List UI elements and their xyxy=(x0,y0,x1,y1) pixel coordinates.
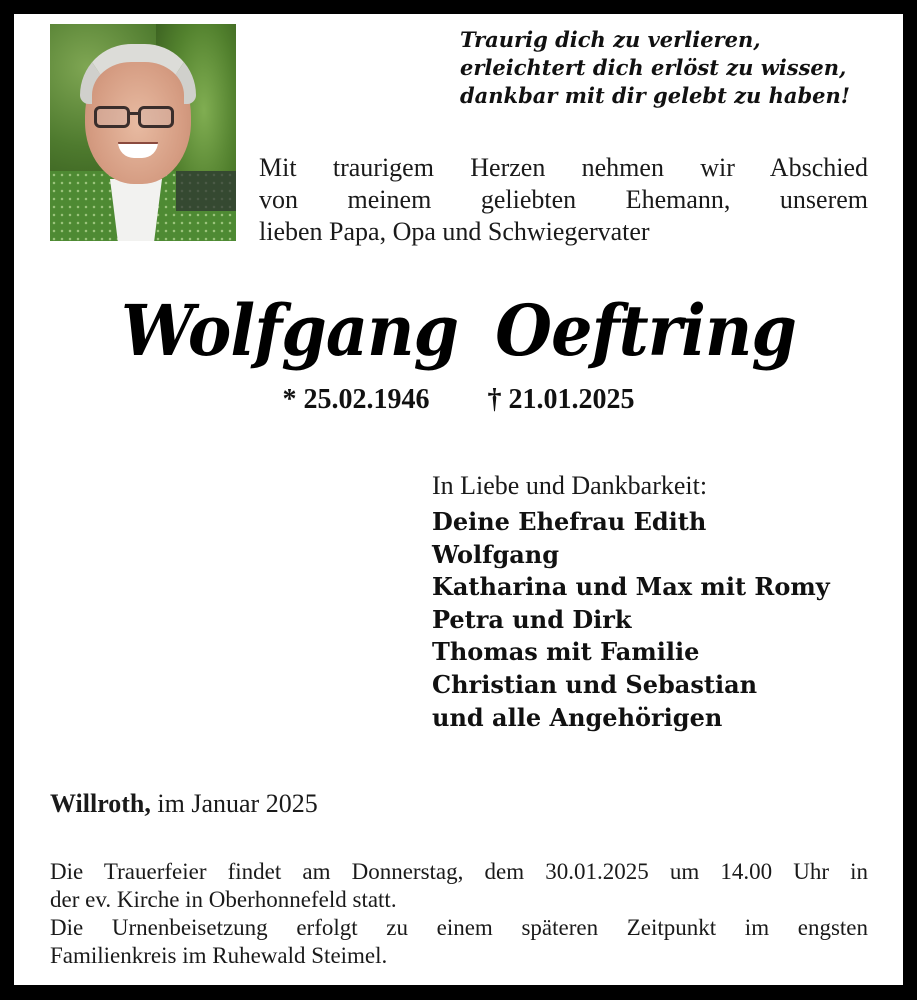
intro-line: Mit traurigem Herzen nehmen wir Abschied xyxy=(259,153,868,182)
first-name: Wolfgang xyxy=(121,289,459,372)
portrait-photo xyxy=(50,24,236,241)
ceremony-info xyxy=(50,858,868,970)
info-line: der ev. Kirche in Oberhonnefeld statt. xyxy=(50,887,397,912)
town: Willroth, xyxy=(50,789,151,818)
info-line: Familienkreis im Ruhewald Steimel. xyxy=(50,943,388,968)
mourner: Deine Ehefrau Edith xyxy=(432,507,707,536)
obituary-notice xyxy=(14,14,903,985)
mourner: Wolfgang xyxy=(432,539,560,569)
glasses-icon xyxy=(94,106,130,128)
glasses-icon xyxy=(138,106,174,128)
life-dates xyxy=(14,382,903,418)
poem-line: Traurig dich zu verlieren, xyxy=(460,27,761,52)
mourner: und alle Angehörigen xyxy=(432,702,723,732)
place-and-date xyxy=(50,788,318,820)
intro-line: lieben Papa, Opa und Schwiegervater xyxy=(259,217,650,246)
mourners-list xyxy=(432,506,830,734)
poem-line: dankbar mit dir gelebt zu haben! xyxy=(460,83,851,108)
intro-line: von meinem geliebten Ehemann, unserem xyxy=(259,185,868,214)
notice-date: im Januar 2025 xyxy=(157,789,318,818)
info-line: Die Urnenbeisetzung erfolgt zu einem späteren Zeitpunkt im engsten xyxy=(50,915,868,940)
deceased-name xyxy=(45,286,872,376)
death-date: † 21.01.2025 xyxy=(487,384,635,415)
info-line: Die Trauerfeier findet am Donnerstag, dem 30.01.2025 um 14.00 Uhr in xyxy=(50,859,868,884)
thanks-heading: In Liebe und Dankbarkeit: xyxy=(432,471,708,500)
mourner: Christian und Sebastian xyxy=(432,669,758,699)
memorial-poem xyxy=(460,26,850,110)
mourner: Katharina und Max mit Romy xyxy=(432,572,830,602)
mourner: Thomas mit Familie xyxy=(432,637,700,667)
birth-date: * 25.02.1946 xyxy=(282,384,430,415)
intro-text xyxy=(259,152,868,248)
photo-jacket xyxy=(176,171,236,211)
poem-line: erleichtert dich erlöst zu wissen, xyxy=(460,55,847,80)
last-name: Oeftring xyxy=(495,289,796,372)
mourner: Petra und Dirk xyxy=(432,604,632,634)
glasses-bridge xyxy=(130,112,138,115)
photo-shirt-collar xyxy=(110,179,162,241)
